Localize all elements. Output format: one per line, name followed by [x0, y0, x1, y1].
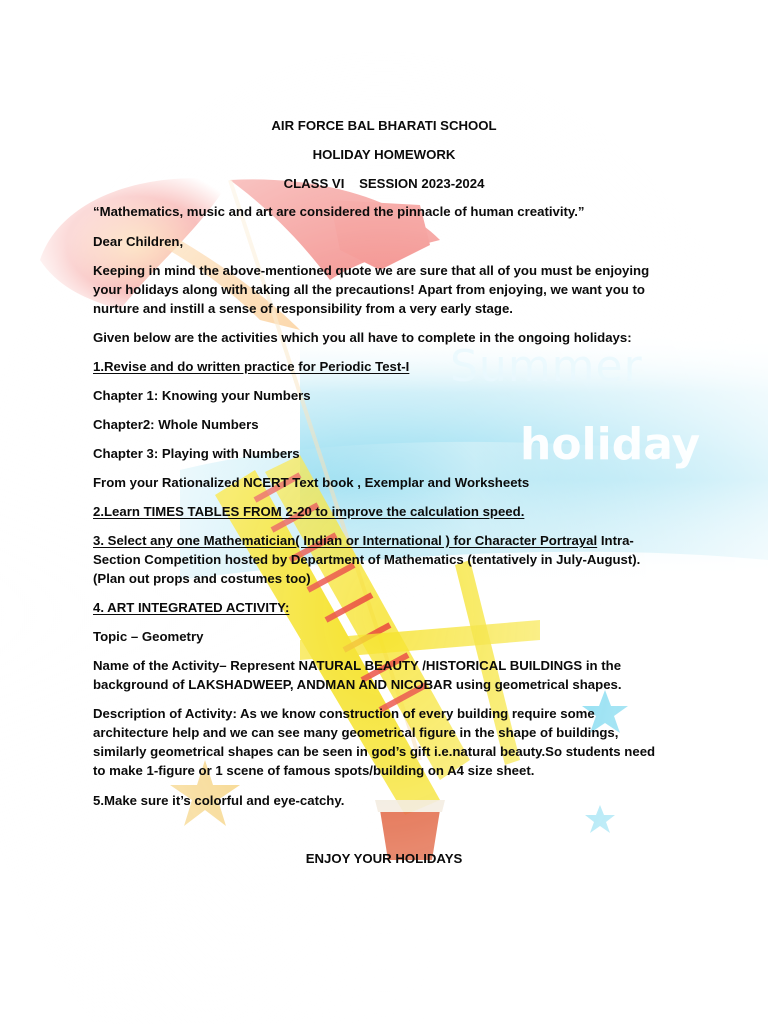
class-label: CLASS VI — [283, 176, 345, 191]
item5: 5.Make sure it’s colorful and eye-catchy. — [93, 793, 345, 808]
class-session — [0, 174, 768, 193]
item3-line-3: (Plan out props and costumes too) — [93, 571, 311, 586]
description-line: to make 1-figure or 1 scene of famous spots/building on A4 size sheet. — [93, 763, 535, 778]
quote: “Mathematics, music and art are considered the pinnacle of human creativity.” — [93, 204, 585, 219]
study-sources: From your Rationalized NCERT Text book , Exemplar and Worksheets — [93, 475, 530, 490]
activities-intro: Given below are the activities which you all have to complete in the ongoing holidays: — [93, 330, 632, 345]
item3-heading-rest: Intra- — [597, 533, 634, 548]
intro-line: your holidays along with taking all the precautions! Apart from enjoying, we want you to — [93, 282, 645, 297]
session-label: SESSION 2023-2024 — [359, 176, 485, 191]
description-line: similarly geometrical shapes can be seen in god’s gift i.e.natural beauty.So students need — [93, 744, 656, 759]
intro-line: Keeping in mind the above-mentioned quote we are sure that all of you must be enjoying — [93, 263, 650, 278]
greeting: Dear Children, — [93, 234, 184, 249]
item3-line-2: Section Competition hosted by Department of Mathematics (tentatively in July-August). — [93, 552, 641, 567]
item3-paragraph — [93, 531, 640, 588]
chapter-2: Chapter2: Whole Numbers — [93, 417, 259, 432]
chapter-1: Chapter 1: Knowing your Numbers — [93, 388, 311, 403]
chapter-3: Chapter 3: Playing with Numbers — [93, 446, 300, 461]
item1-heading: 1.Revise and do written practice for Periodic Test-I — [93, 359, 410, 374]
item4-activity-name — [93, 656, 622, 694]
description-line: Description of Activity: As we know construction of every building require some — [93, 706, 595, 721]
item3-line-1 — [93, 531, 640, 550]
item4-heading: 4. ART INTEGRATED ACTIVITY: — [93, 600, 290, 615]
activity-name-line: background of LAKSHADWEEP, ANDMAN AND NICOBAR using geometrical shapes. — [93, 677, 622, 692]
document-title: HOLIDAY HOMEWORK — [312, 147, 456, 162]
intro-line: nurture and instill a sense of responsibility from a very early stage. — [93, 301, 513, 316]
description-line: architecture help and we can see many geometrical figure in the shape of buildings, — [93, 725, 619, 740]
banner-summer: Summer — [450, 341, 643, 392]
item4-topic: Topic – Geometry — [93, 629, 204, 644]
banner-holiday: holiday — [520, 419, 701, 470]
school-name: AIR FORCE BAL BHARATI SCHOOL — [271, 118, 497, 133]
item4-description — [93, 704, 655, 780]
item2-heading: 2.Learn TIMES TABLES FROM 2-20 to improve the calculation speed. — [93, 504, 525, 519]
closing-message: ENJOY YOUR HOLIDAYS — [305, 851, 463, 866]
activity-name-line: Name of the Activity– Represent NATURAL BEAUTY /HISTORICAL BUILDINGS in the — [93, 658, 622, 673]
intro-paragraph — [93, 261, 649, 318]
item3-heading: 3. Select any one Mathematician( Indian or International ) for Character Portrayal — [93, 533, 598, 548]
